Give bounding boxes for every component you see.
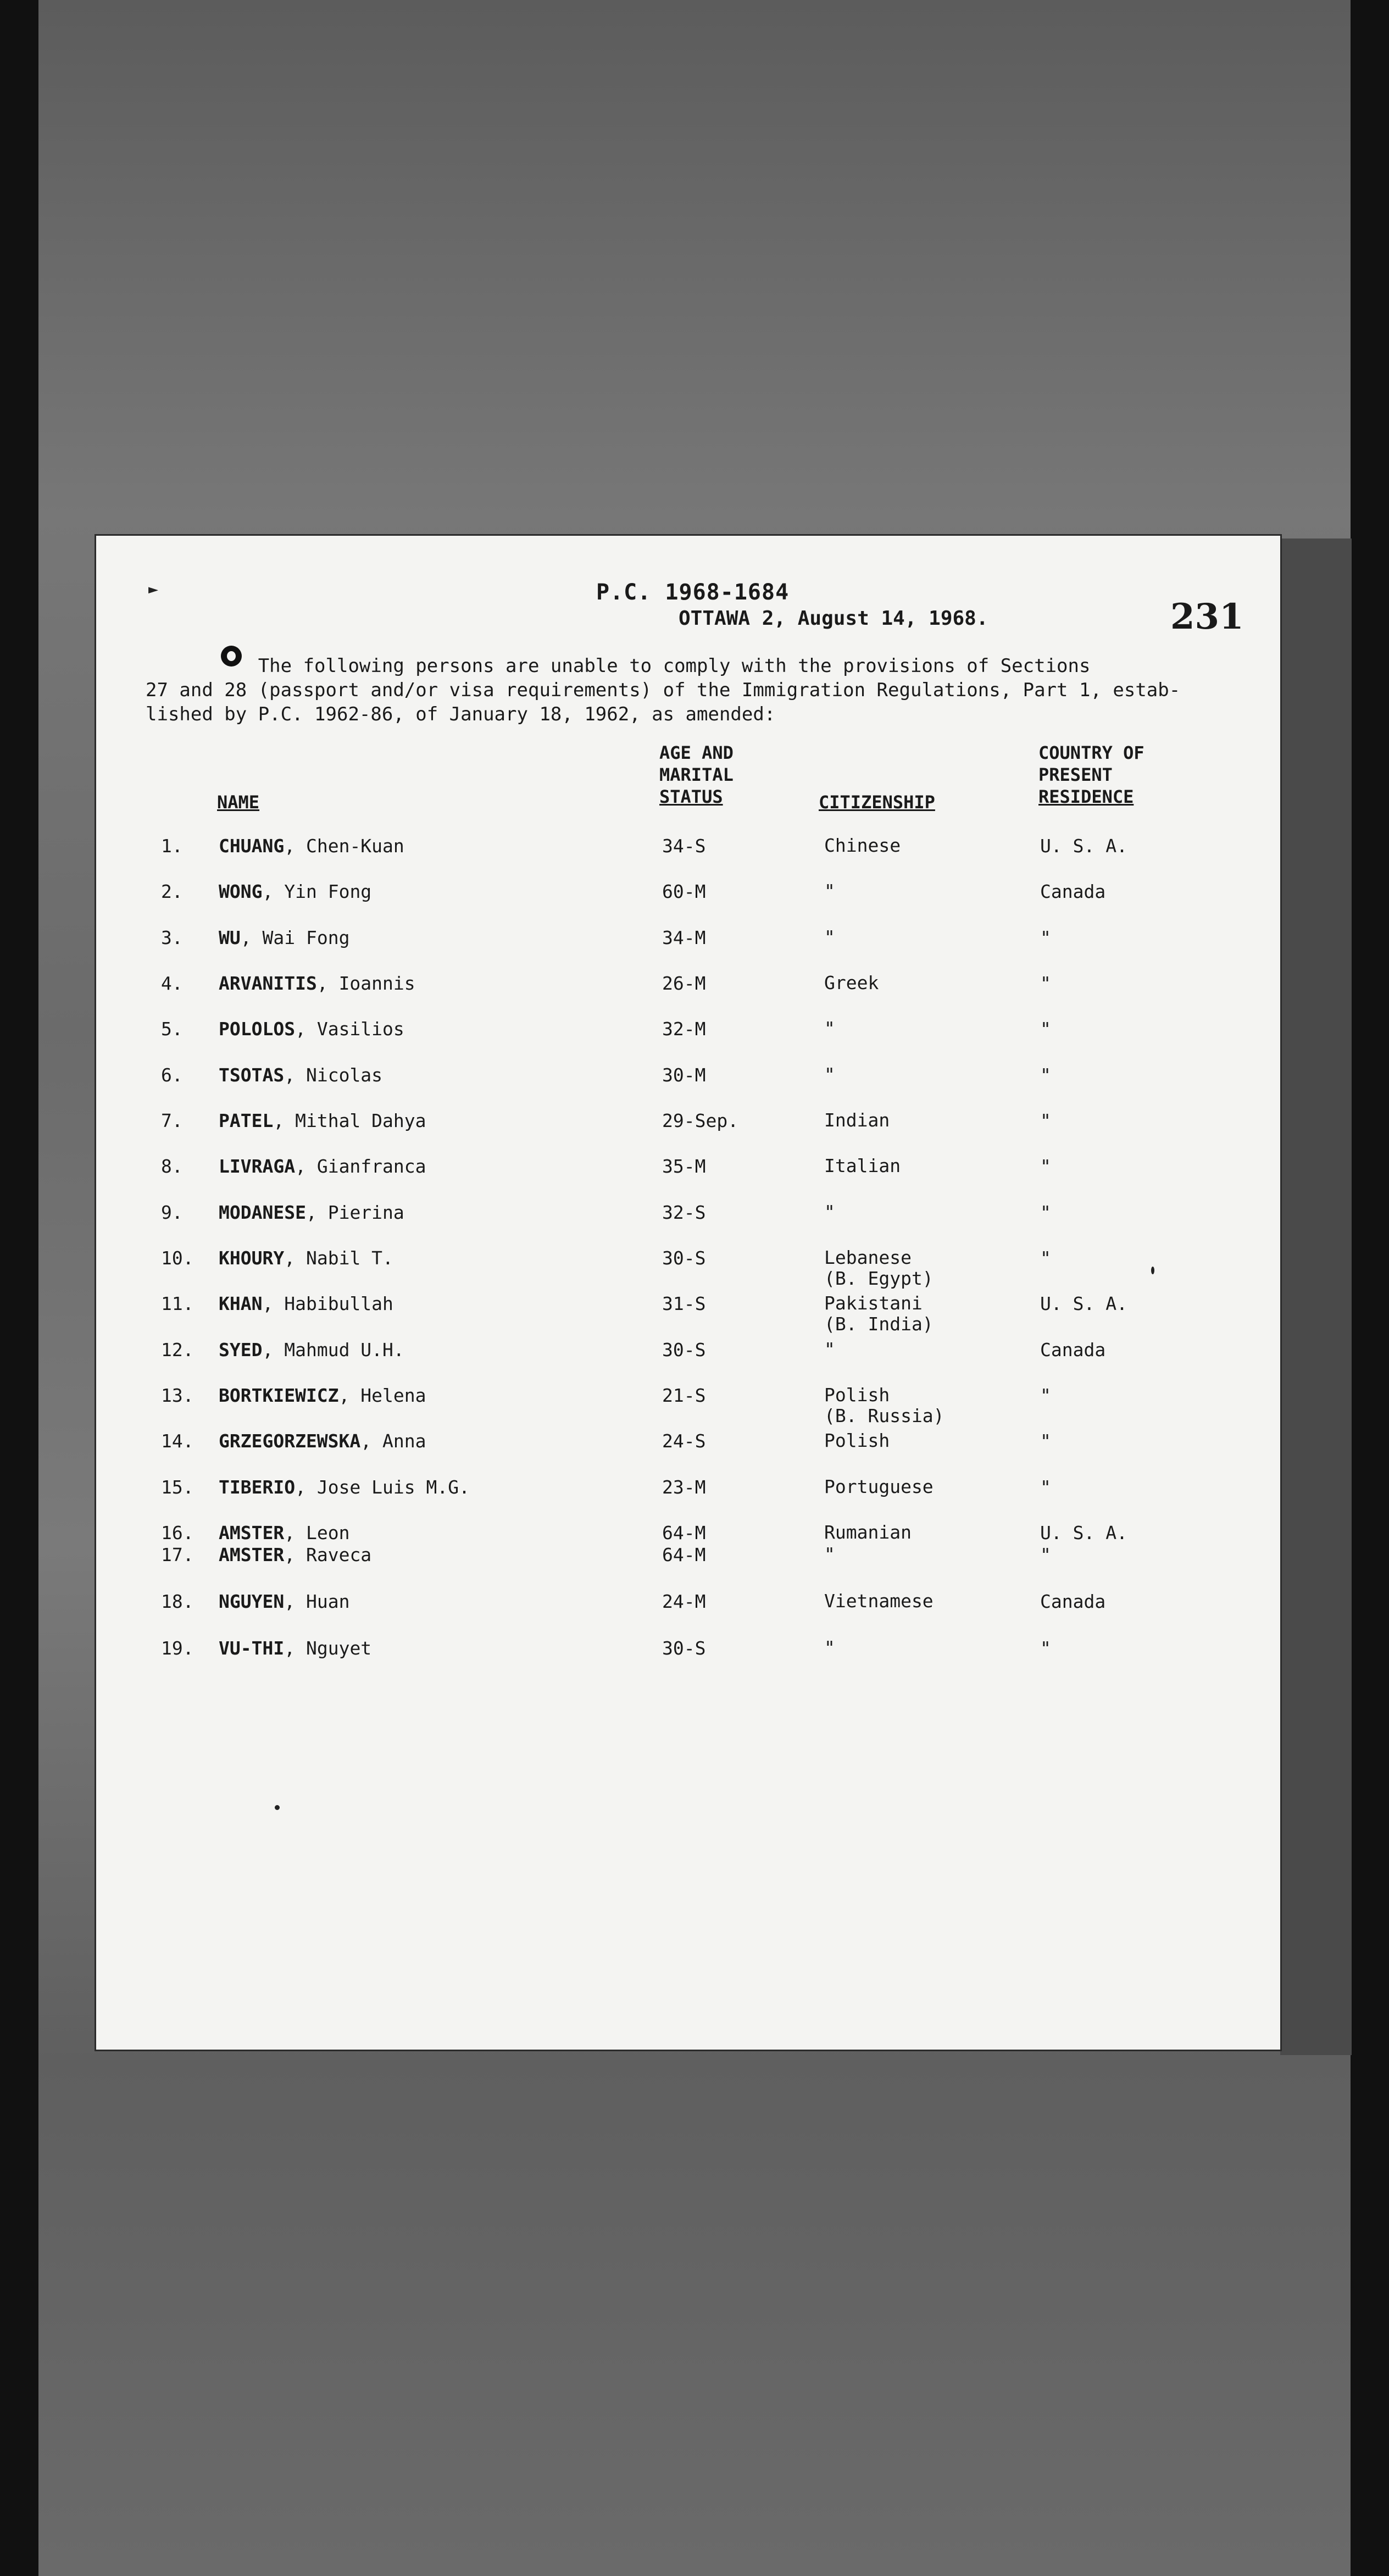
age-marital-status: 31-S bbox=[662, 1293, 706, 1314]
header-residence-line: COUNTRY OF bbox=[1038, 742, 1144, 763]
age-marital-status: 32-S bbox=[662, 1202, 706, 1223]
country-of-residence: Canada bbox=[1040, 881, 1106, 902]
age-marital-status: 30-S bbox=[662, 1247, 706, 1269]
country-of-residence: " bbox=[1040, 1637, 1051, 1659]
dateline: OTTAWA 2, August 14, 1968. bbox=[679, 607, 988, 630]
person-name: AMSTER, Raveca bbox=[219, 1544, 372, 1565]
citizenship: Lebanese (B. Egypt) bbox=[824, 1247, 934, 1289]
person-name: CHUANG, Chen-Kuan bbox=[219, 835, 404, 857]
given-name: Jose Luis M.G. bbox=[316, 1476, 470, 1498]
header-residence bbox=[1038, 742, 1144, 808]
given-name: Vasilios bbox=[316, 1018, 404, 1040]
citizenship: " bbox=[824, 880, 835, 902]
table-row bbox=[96, 1292, 1280, 1335]
row-number: 12. bbox=[161, 1339, 194, 1361]
surname: NGUYEN bbox=[219, 1591, 285, 1612]
person-name: GRZEGORZEWSKA, Anna bbox=[219, 1430, 426, 1452]
country-of-residence: U. S. A. bbox=[1040, 1522, 1127, 1544]
surname: WONG bbox=[219, 881, 263, 902]
country-of-residence: U. S. A. bbox=[1040, 1293, 1127, 1314]
age-marital-status: 30-S bbox=[662, 1339, 706, 1361]
header-name-label: NAME bbox=[217, 792, 260, 813]
person-name: PATEL, Mithal Dahya bbox=[219, 1110, 426, 1131]
age-marital-status: 24-S bbox=[662, 1430, 706, 1452]
intro-paragraph bbox=[146, 654, 1236, 726]
person-name: BORTKIEWICZ, Helena bbox=[219, 1385, 426, 1406]
given-name: Raveca bbox=[305, 1544, 372, 1565]
person-name: POLOLOS, Vasilios bbox=[219, 1018, 404, 1040]
citizenship: Polish bbox=[824, 1430, 890, 1451]
person-name: AMSTER, Leon bbox=[219, 1522, 350, 1544]
surname: TSOTAS bbox=[219, 1064, 285, 1086]
given-name: Ioannis bbox=[338, 973, 415, 994]
row-number: 6. bbox=[161, 1064, 183, 1086]
surname: AMSTER bbox=[219, 1522, 285, 1544]
surname: POLOLOS bbox=[219, 1018, 296, 1040]
surname: TIBERIO bbox=[219, 1476, 296, 1498]
citizenship: Chinese bbox=[824, 835, 901, 856]
page-backing-shadow bbox=[1280, 538, 1352, 2055]
age-marital-status: 34-S bbox=[662, 835, 706, 857]
table-row bbox=[96, 835, 1280, 859]
paragraph-line: lished by P.C. 1962-86, of January 18, 1962, as amended: bbox=[146, 703, 776, 725]
row-number: 5. bbox=[161, 1018, 183, 1040]
table-row bbox=[96, 881, 1280, 905]
row-number: 18. bbox=[161, 1591, 194, 1612]
document-page bbox=[96, 536, 1280, 2050]
row-number: 15. bbox=[161, 1476, 194, 1498]
citizenship: Polish (B. Russia) bbox=[824, 1384, 944, 1426]
country-of-residence: " bbox=[1040, 1476, 1051, 1498]
paragraph-line: 27 and 28 (passport and/or visa requirements) of the Immigration Regulations, Part 1, estab- bbox=[146, 679, 1181, 701]
age-marital-status: 60-M bbox=[662, 881, 706, 902]
row-number: 2. bbox=[161, 881, 183, 902]
country-of-residence: " bbox=[1040, 1110, 1051, 1131]
citizenship: " bbox=[824, 1637, 835, 1658]
citizenship: " bbox=[824, 1339, 835, 1360]
age-marital-status: 23-M bbox=[662, 1476, 706, 1498]
citizenship: " bbox=[824, 926, 835, 948]
country-of-residence: " bbox=[1040, 1247, 1051, 1269]
person-name: TIBERIO, Jose Luis M.G. bbox=[219, 1476, 470, 1498]
citizenship: Italian bbox=[824, 1155, 901, 1176]
header-name bbox=[217, 791, 259, 813]
table-row bbox=[96, 1156, 1280, 1180]
given-name: Helena bbox=[360, 1385, 426, 1406]
page-speck bbox=[1151, 1267, 1154, 1274]
surname: AMSTER bbox=[219, 1544, 285, 1565]
table-row bbox=[96, 1384, 1280, 1426]
person-name: MODANESE, Pierina bbox=[219, 1202, 404, 1223]
surname: GRZEGORZEWSKA bbox=[219, 1430, 361, 1452]
age-marital-status: 35-M bbox=[662, 1156, 706, 1177]
country-of-residence: " bbox=[1040, 1385, 1051, 1406]
given-name: Huan bbox=[305, 1591, 350, 1612]
country-of-residence: Canada bbox=[1040, 1591, 1106, 1612]
person-name: NGUYEN, Huan bbox=[219, 1591, 350, 1612]
given-name: Chen-Kuan bbox=[305, 835, 404, 857]
table-row bbox=[96, 927, 1280, 951]
header-residence-line: RESIDENCE bbox=[1038, 786, 1134, 807]
given-name: Mithal Dahya bbox=[295, 1110, 426, 1131]
age-marital-status: 29-Sep. bbox=[662, 1110, 739, 1131]
country-of-residence: Canada bbox=[1040, 1339, 1106, 1361]
row-number: 9. bbox=[161, 1202, 183, 1223]
citizenship: " bbox=[824, 1544, 835, 1565]
film-edge-right bbox=[1351, 0, 1389, 2576]
country-of-residence: " bbox=[1040, 973, 1051, 994]
margin-arrow-mark: ► bbox=[148, 580, 159, 599]
given-name: Mahmud U.H. bbox=[284, 1339, 404, 1361]
age-marital-status: 34-M bbox=[662, 927, 706, 948]
surname: WU bbox=[219, 927, 241, 948]
citizenship: Portuguese bbox=[824, 1476, 934, 1497]
row-number: 10. bbox=[161, 1247, 194, 1269]
table-row bbox=[96, 973, 1280, 997]
person-name: KHOURY, Nabil T. bbox=[219, 1247, 393, 1269]
table-row bbox=[96, 1544, 1280, 1568]
country-of-residence: " bbox=[1040, 927, 1051, 948]
age-marital-status: 64-M bbox=[662, 1544, 706, 1565]
person-name: KHAN, Habibullah bbox=[219, 1293, 393, 1314]
film-edge-left bbox=[0, 0, 38, 2576]
age-marital-status: 30-S bbox=[662, 1637, 706, 1659]
age-marital-status: 64-M bbox=[662, 1522, 706, 1544]
surname: ARVANITIS bbox=[219, 973, 317, 994]
person-name: TSOTAS, Nicolas bbox=[219, 1064, 383, 1086]
given-name: Yin Fong bbox=[284, 881, 372, 902]
citizenship: Rumanian bbox=[824, 1522, 912, 1543]
row-number: 7. bbox=[161, 1110, 183, 1131]
row-number: 11. bbox=[161, 1293, 194, 1314]
citizenship: Vietnamese bbox=[824, 1590, 934, 1612]
surname: SYED bbox=[219, 1339, 263, 1361]
header-citizenship-label: CITIZENSHIP bbox=[819, 792, 935, 813]
table-row bbox=[96, 1476, 1280, 1501]
table-row bbox=[96, 1339, 1280, 1363]
country-of-residence: " bbox=[1040, 1018, 1051, 1040]
header-citizenship bbox=[819, 791, 935, 813]
table-row bbox=[96, 1202, 1280, 1226]
table-row bbox=[96, 1522, 1280, 1546]
header-age-status bbox=[659, 742, 734, 808]
header-residence-line: PRESENT bbox=[1038, 764, 1113, 785]
surname: KHOURY bbox=[219, 1247, 285, 1269]
citizenship: Pakistani (B. India) bbox=[824, 1292, 934, 1335]
person-name: WU, Wai Fong bbox=[219, 927, 350, 948]
row-number: 19. bbox=[161, 1637, 194, 1659]
age-marital-status: 32-M bbox=[662, 1018, 706, 1040]
row-number: 1. bbox=[161, 835, 183, 857]
table-row bbox=[96, 1247, 1280, 1289]
header-age-line: STATUS bbox=[659, 786, 723, 807]
person-name: WONG, Yin Fong bbox=[219, 881, 372, 902]
given-name: Gianfranca bbox=[316, 1156, 426, 1177]
citizenship: " bbox=[824, 1064, 835, 1085]
surname: PATEL bbox=[219, 1110, 274, 1131]
table-row bbox=[96, 1018, 1280, 1042]
given-name: Leon bbox=[305, 1522, 350, 1544]
given-name: Pierina bbox=[327, 1202, 404, 1223]
age-marital-status: 21-S bbox=[662, 1385, 706, 1406]
person-name: LIVRAGA, Gianfranca bbox=[219, 1156, 426, 1177]
given-name: Nabil T. bbox=[305, 1247, 393, 1269]
country-of-residence: " bbox=[1040, 1430, 1051, 1452]
given-name: Wai Fong bbox=[262, 927, 350, 948]
surname: VU-THI bbox=[219, 1637, 285, 1659]
row-number: 4. bbox=[161, 973, 183, 994]
age-marital-status: 24-M bbox=[662, 1591, 706, 1612]
order-number: P.C. 1968-1684 bbox=[596, 580, 790, 605]
age-marital-status: 30-M bbox=[662, 1064, 706, 1086]
row-number: 16. bbox=[161, 1522, 194, 1544]
person-name: SYED, Mahmud U.H. bbox=[219, 1339, 404, 1361]
row-number: 8. bbox=[161, 1156, 183, 1177]
row-number: 14. bbox=[161, 1430, 194, 1452]
citizenship: " bbox=[824, 1018, 835, 1039]
row-number: 13. bbox=[161, 1385, 194, 1406]
given-name: Habibullah bbox=[284, 1293, 393, 1314]
table-row bbox=[96, 1591, 1280, 1615]
citizenship: " bbox=[824, 1201, 835, 1223]
page-number: 231 bbox=[1170, 596, 1244, 637]
surname: CHUANG bbox=[219, 835, 285, 857]
table-row bbox=[96, 1064, 1280, 1089]
page-speck bbox=[275, 1805, 280, 1810]
country-of-residence: " bbox=[1040, 1544, 1051, 1565]
country-of-residence: " bbox=[1040, 1202, 1051, 1223]
country-of-residence: " bbox=[1040, 1064, 1051, 1086]
given-name: Nicolas bbox=[305, 1064, 383, 1086]
row-number: 17. bbox=[161, 1544, 194, 1565]
citizenship: Greek bbox=[824, 972, 879, 993]
age-marital-status: 26-M bbox=[662, 973, 706, 994]
surname: LIVRAGA bbox=[219, 1156, 296, 1177]
person-name: VU-THI, Nguyet bbox=[219, 1637, 372, 1659]
person-name: ARVANITIS, Ioannis bbox=[219, 973, 415, 994]
table-row bbox=[96, 1430, 1280, 1454]
paragraph-line: The following persons are unable to comply with the provisions of Sections bbox=[146, 655, 1091, 677]
country-of-residence: U. S. A. bbox=[1040, 835, 1127, 857]
header-age-line: MARITAL bbox=[659, 764, 734, 785]
surname: KHAN bbox=[219, 1293, 263, 1314]
given-name: Nguyet bbox=[305, 1637, 372, 1659]
country-of-residence: " bbox=[1040, 1156, 1051, 1177]
row-number: 3. bbox=[161, 927, 183, 948]
given-name: Anna bbox=[382, 1430, 426, 1452]
surname: BORTKIEWICZ bbox=[219, 1385, 339, 1406]
table-row bbox=[96, 1637, 1280, 1662]
citizenship: Indian bbox=[824, 1109, 890, 1131]
table-row bbox=[96, 1110, 1280, 1134]
header-age-line: AGE AND bbox=[659, 742, 734, 763]
surname: MODANESE bbox=[219, 1202, 306, 1223]
